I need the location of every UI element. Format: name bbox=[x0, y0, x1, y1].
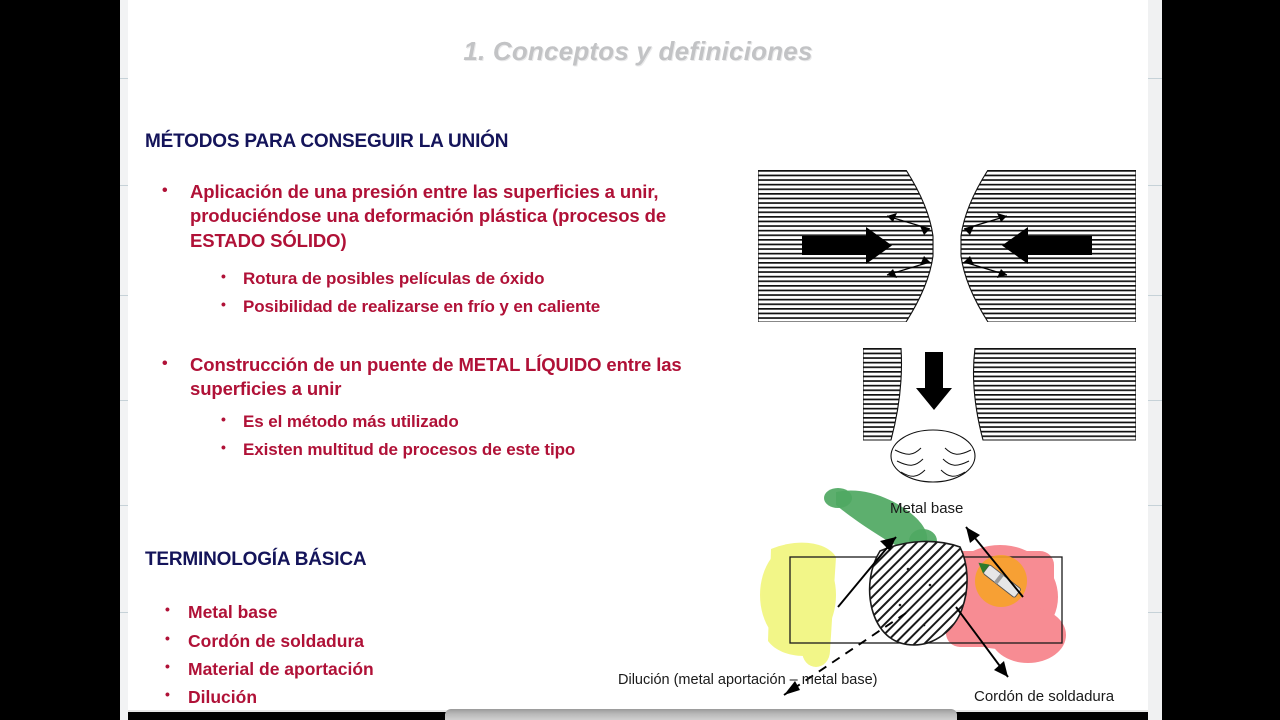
section-heading-terminologia: TERMINOLOGÍA BÁSICA bbox=[145, 549, 367, 570]
bullet-dot-icon: • bbox=[165, 601, 170, 617]
weld-terminology-diagram bbox=[468, 485, 1128, 711]
list-item-label: Metal base bbox=[188, 602, 278, 622]
page-title: 1. Conceptos y definiciones bbox=[463, 36, 813, 66]
bullet-level2-text: Rotura de posibles películas de óxido bbox=[243, 269, 545, 288]
molten-pool bbox=[891, 430, 975, 482]
list-item bbox=[165, 686, 258, 708]
letterbox-right bbox=[1162, 0, 1280, 720]
slide-page bbox=[128, 0, 1148, 711]
right-plate bbox=[968, 348, 1136, 448]
bullet-level2-most-used bbox=[221, 411, 459, 432]
downward-force-arrow-icon bbox=[916, 352, 952, 410]
label-dilucion: Dilución (metal aportación – metal base) bbox=[618, 672, 878, 688]
right-scroll-strip[interactable] bbox=[1148, 0, 1162, 720]
letterbox-left bbox=[0, 0, 120, 720]
liquid-metal-bridge-diagram bbox=[863, 348, 1136, 496]
bullet-level2-many-processes bbox=[221, 439, 576, 460]
list-item-label: Cordón de soldadura bbox=[188, 631, 364, 651]
left-ruler-strip bbox=[120, 0, 128, 720]
bullet-dot-icon: • bbox=[221, 296, 226, 312]
bullet-level1-pressure bbox=[162, 180, 735, 253]
bullet-level2-temperature bbox=[221, 296, 601, 317]
bullet-level2-text: Existen multitud de procesos de este tipo bbox=[243, 440, 576, 459]
bullet-dot-icon: • bbox=[221, 268, 226, 284]
bullet-level2-text: Posibilidad de realizarse en frío y en caliente bbox=[243, 297, 601, 316]
list-item-label: Material de aportación bbox=[188, 659, 374, 679]
list-item bbox=[165, 601, 278, 623]
bullet-dot-icon: • bbox=[165, 686, 170, 702]
bullet-level1-text: Aplicación de una presión entre las superficies a unir, produciéndose una deformación plástica (procesos de ESTADO SÓLIDO) bbox=[190, 181, 667, 251]
list-item bbox=[165, 630, 364, 652]
list-item-label: Dilución bbox=[188, 687, 258, 707]
bullet-dot-icon: • bbox=[162, 182, 168, 199]
player-progress-bar[interactable] bbox=[445, 709, 957, 720]
bullet-dot-icon: • bbox=[221, 411, 226, 427]
bullet-level1-text: Construcción de un puente de METAL LÍQUIDO entre las superficies a unir bbox=[190, 354, 682, 400]
label-metal-base: Metal base bbox=[890, 500, 964, 517]
label-cordon: Cordón de soldadura bbox=[974, 688, 1115, 705]
pressure-deformation-diagram bbox=[758, 170, 1136, 322]
bullet-dot-icon: • bbox=[162, 355, 168, 372]
electrode-marker bbox=[975, 555, 1027, 607]
bridge-diagram-svg bbox=[863, 348, 1136, 496]
bullet-dot-icon: • bbox=[165, 658, 170, 674]
list-item bbox=[165, 658, 374, 680]
pressure-diagram-svg bbox=[758, 170, 1136, 322]
bullet-level1-liquid-bridge bbox=[162, 353, 735, 402]
bullet-level2-text: Es el método más utilizado bbox=[243, 412, 459, 431]
weld-diagram-svg bbox=[468, 485, 1128, 711]
bullet-dot-icon: • bbox=[165, 630, 170, 646]
section-heading-metodos: MÉTODOS PARA CONSEGUIR LA UNIÓN bbox=[145, 131, 509, 152]
bullet-level2-oxide bbox=[221, 268, 545, 289]
bullet-dot-icon: • bbox=[221, 439, 226, 455]
